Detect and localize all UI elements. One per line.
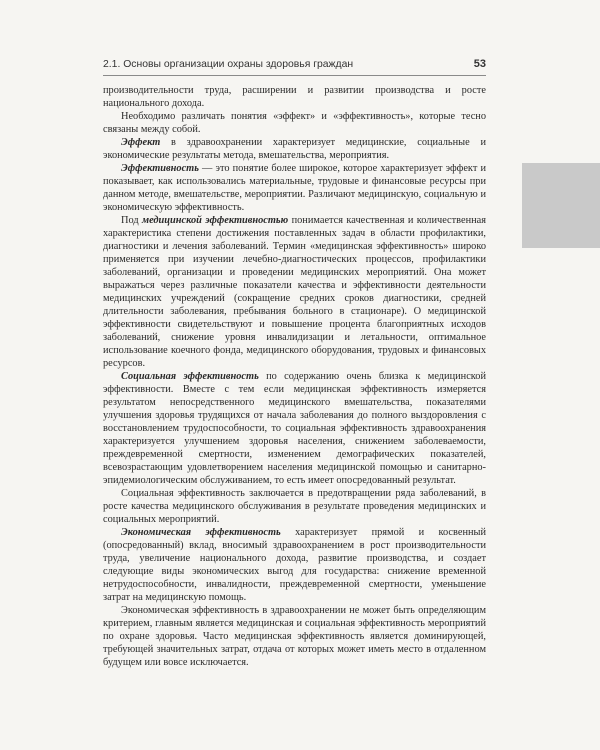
paragraph: Под медицинской эффективностью понимается качественная и количественная характеристика степени достижения поставленных задач в области профилактики, диагностики и лечения заболеваний. Термин «медицинская эффективность» широко применяется при изучении лечебно-диагностических процессов, профилактики заболеваний, организации и проведении медицинских мероприятий. Она может выражаться через различные показатели качества и эффективности деятельности медицинских учреждений (сокращение средних сроков диагностики, средней длительности заболевания, пребывания больного в стационаре). О медицинской эффективности свидетельствуют и повышение процента благоприятных исходов заболеваний, снижение уровня инвалидизации и летальности, оптимальное использование коечного фонда, медицинского оборудования, трудовых и финансовых ресурсов. xyxy=(103,215,486,369)
paragraph: производительности труда, расширении и развитии производства и росте национального дохода. xyxy=(103,85,486,109)
chapter-thumb-tab xyxy=(522,163,600,248)
page-number: 53 xyxy=(473,58,486,70)
defined-term: Экономическая эффективность xyxy=(121,527,281,538)
paragraph: Эффект в здравоохранении характеризует медицинские, социальные и экономические результаты метода, вмешательства, мероприятия. xyxy=(103,137,486,161)
paragraph: Необходимо различать понятия «эффект» и «эффективность», которые тесно связаны между собой. xyxy=(103,111,486,135)
defined-term: Социальная эффективность xyxy=(121,371,259,382)
paragraph: Экономическая эффективность характеризует прямой и косвенный (опосредованный) вклад, вносимый здравоохранением в рост производительности труда, увеличение национального дохода, развитие производства, и создает следующие виды экономических выгод для государства: снижение временной нетрудоспособности, инвалидности, преждевременной смертности, уменьшение затрат на медицинскую помощь. xyxy=(103,527,486,603)
paragraph: Социальная эффективность заключается в предотвращении ряда заболеваний, в росте качества медицинского обслуживания в результате проведения медицинских и социальных мероприятий. xyxy=(103,488,486,525)
paragraph: Экономическая эффективность в здравоохранении не может быть определяющим критерием, главным является медицинская и социальная эффективность мероприятий по охране здоровья. Часто медицинская эффективность является доминирующей, требующей значительных затрат, отдача от которых может иметь место в отдаленном будущем или вовсе исключается. xyxy=(103,605,486,668)
defined-term: Эффект xyxy=(121,137,161,148)
page-header xyxy=(103,58,486,70)
paragraph: Эффективность — это понятие более широкое, которое характеризует эффект и показывает, как использовались материальные, трудовые и финансовые ресурсы при данном методе, вмешательстве, мероприятии. Различают медицинскую, социальную и экономическую эффективность. xyxy=(103,163,486,213)
defined-term: Эффективность xyxy=(121,163,199,174)
body-text xyxy=(103,84,486,669)
paragraph: Социальная эффективность по содержанию очень близка к медицинской эффективности. Вместе с тем если медицинская эффективность измеряется результатом непосредственного медицинского вмешательства, показателями улучшения здоровья трудящихся от начала заболевания до полного выздоровления с восстановлением трудоспособности, то социальная эффективность здравоохранения характеризуется улучшением здоровья населения, снижением заболеваемости, преждевременной смертности, изменением демографических показателей, всевозрастающим удовлетворением населения медицинской помощью и санитарно-эпидемиологическим обслуживанием, то есть имеет опосредованный результат. xyxy=(103,371,486,486)
header-rule xyxy=(103,75,486,76)
running-title: 2.1. Основы организации охраны здоровья граждан xyxy=(103,59,354,70)
defined-term: медицинской эффективностью xyxy=(142,215,289,226)
